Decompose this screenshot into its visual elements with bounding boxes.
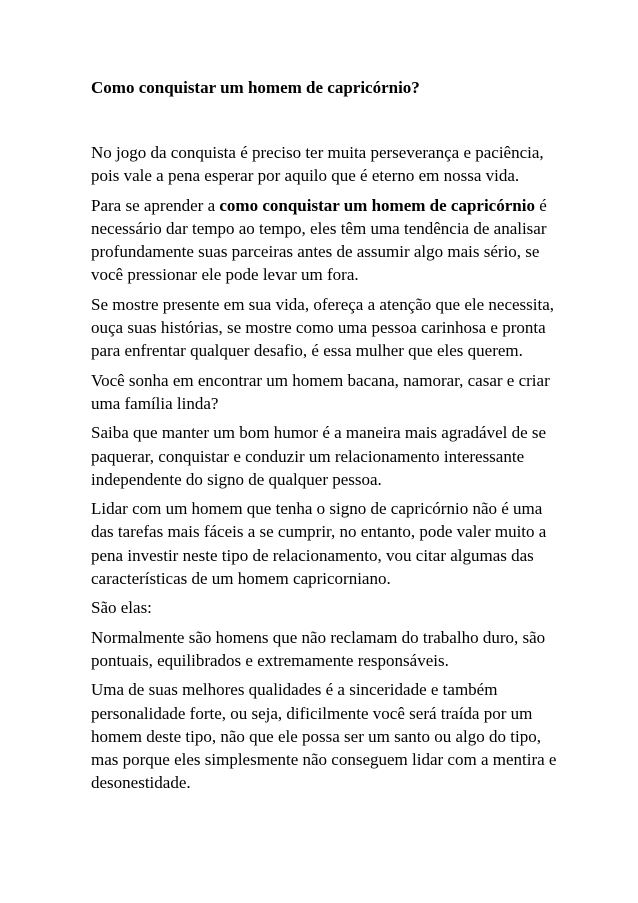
paragraph-2-text-after: é necessário dar tempo ao tempo, eles têm uma tendência de analisar profundamente suas parceiras antes de assumir algo mais sério, se você pressionar ele pode levar um fora. bbox=[91, 195, 547, 285]
paragraph-4: Você sonha em encontrar um homem bacana, namorar, casar e criar uma família linda? bbox=[91, 370, 550, 413]
paragraph-5: Saiba que manter um bom humor é a maneira mais agradável de se paquerar, conquistar e conduzir um relacionamento interessante independente do signo de qualquer pessoa. bbox=[91, 423, 547, 489]
paragraph-1: No jogo da conquista é preciso ter muita perseverança e paciência, pois vale a pena esperar por aquilo que é eterno em nossa vida. bbox=[91, 143, 544, 186]
document-title: Como conquistar um homem de capricórnio? bbox=[91, 78, 420, 97]
paragraph-2 bbox=[91, 194, 561, 287]
paragraph-3: Se mostre presente em sua vida, ofereça a atenção que ele necessita, ouça suas histórias, se mostre como uma pessoa carinhosa e pronta para enfrentar qualquer desafio, é essa mulher que eles querem. bbox=[91, 294, 555, 361]
paragraph-9: Uma de suas melhores qualidades é a sinceridade e também personalidade forte, ou seja, dificilmente você será traída por um homem deste tipo, não que ele possa ser um santo ou algo do tipo, mas porque eles simplesmente não conseguem lidar com a mentira e desonestidade. bbox=[91, 680, 557, 793]
paragraph-8: Normalmente são homens que não reclamam do trabalho duro, são pontuais, equilibrados e extremamente responsáveis. bbox=[91, 627, 546, 670]
paragraph-2-text-before: Para se aprender a bbox=[91, 195, 220, 215]
paragraph-7: São elas: bbox=[91, 598, 152, 618]
paragraph-6: Lidar com um homem que tenha o signo de capricórnio não é uma das tarefas mais fáceis a se cumprir, no entanto, pode valer muito a pena investir neste tipo de relacionamento, vou citar algumas das características de um homem capricorniano. bbox=[91, 499, 547, 589]
document-page bbox=[91, 77, 561, 801]
paragraph-2-bold-phrase: como conquistar um homem de capricórnio bbox=[219, 195, 535, 215]
